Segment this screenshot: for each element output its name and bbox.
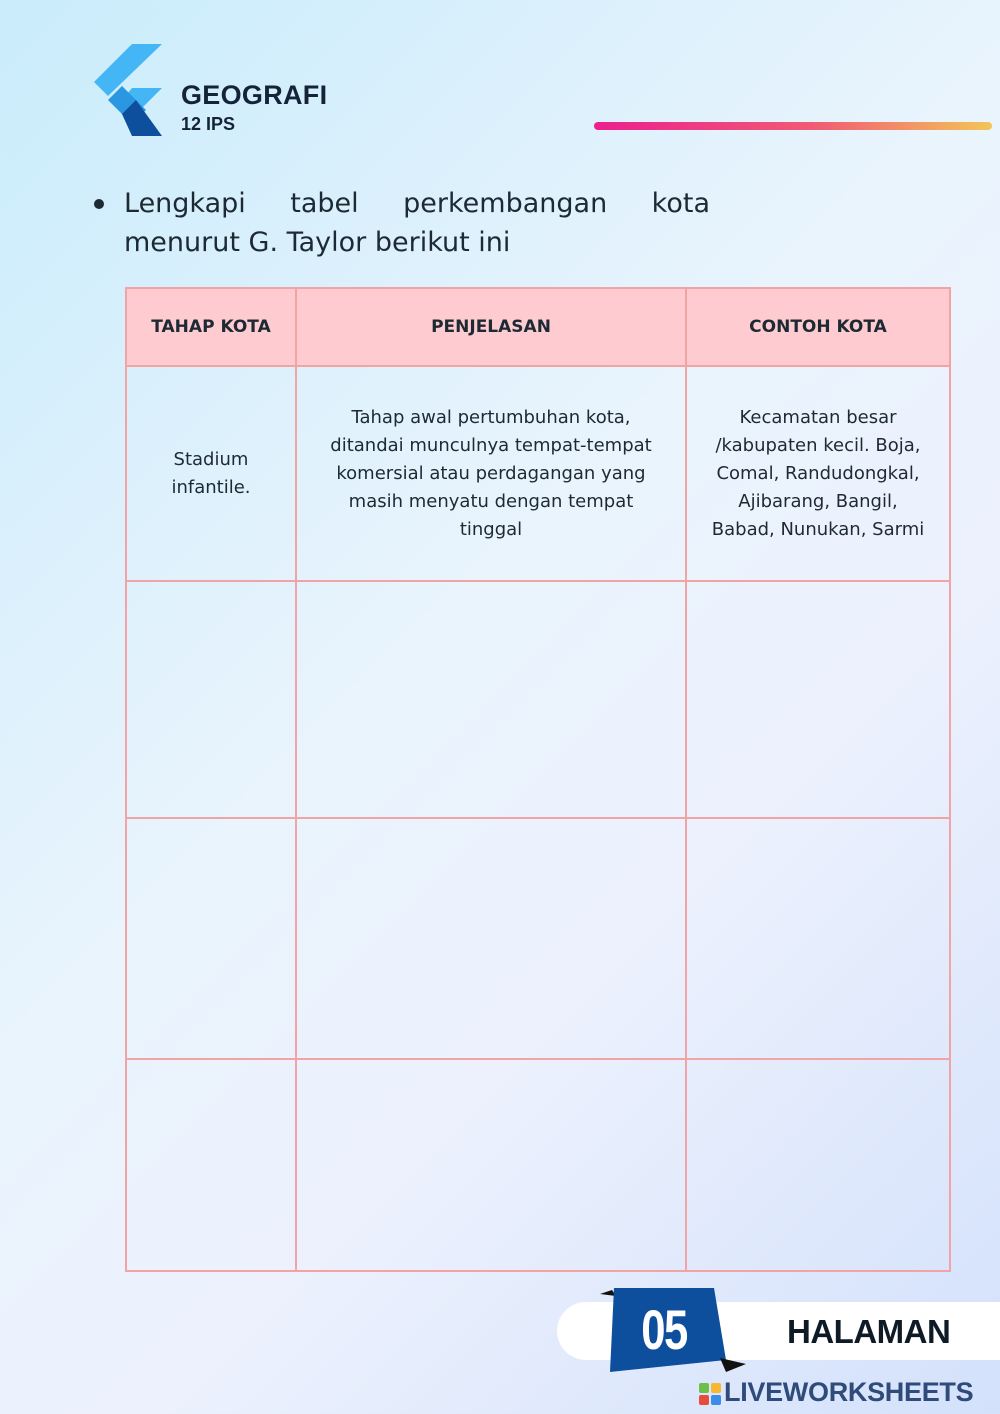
cell-penjelasan: Tahap awal pertumbuhan kota, ditandai munculnya tempat-tempat komersial atau perdagangan yang masih menyatu dengan tempat tinggal bbox=[296, 366, 686, 581]
table-row bbox=[126, 366, 950, 581]
answer-cell-contoh-kota[interactable] bbox=[686, 818, 950, 1059]
page-number: 05 bbox=[641, 1298, 687, 1361]
cell-tahap-kota: Stadium infantile. bbox=[126, 366, 296, 581]
bullet-icon bbox=[94, 199, 104, 209]
class-label: 12 IPS bbox=[181, 114, 236, 134]
city-development-table bbox=[125, 287, 951, 1272]
answer-cell-penjelasan[interactable] bbox=[296, 1059, 686, 1271]
header-penjelasan: PENJELASAN bbox=[296, 288, 686, 366]
table-header-row bbox=[126, 288, 950, 366]
header-contoh-kota: CONTOH KOTA bbox=[686, 288, 950, 366]
table-row bbox=[126, 581, 950, 818]
cell-contoh-kota: Kecamatan besar /kabupaten kecil. Boja, Comal, Randudongkal, Ajibarang, Bangil, Babad, Nunukan, Sarmi bbox=[686, 366, 950, 581]
answer-cell-tahap-kota[interactable] bbox=[126, 818, 296, 1059]
answer-cell-contoh-kota[interactable] bbox=[686, 1059, 950, 1271]
answer-cell-tahap-kota[interactable] bbox=[126, 581, 296, 818]
geografi-logo-icon bbox=[88, 44, 164, 140]
table-row bbox=[126, 1059, 950, 1271]
answer-cell-contoh-kota[interactable] bbox=[686, 581, 950, 818]
answer-cell-penjelasan[interactable] bbox=[296, 581, 686, 818]
answer-cell-tahap-kota[interactable] bbox=[126, 1059, 296, 1271]
instruction-text: Lengkapi tabel perkembangan kota menurut G. Taylor berikut ini bbox=[124, 188, 710, 258]
accent-gradient-line bbox=[594, 122, 992, 130]
answer-cell-penjelasan[interactable] bbox=[296, 818, 686, 1059]
header-tahap-kota: TAHAP KOTA bbox=[126, 288, 296, 366]
liveworksheets-watermark: LIVEWORKSHEETS bbox=[724, 1377, 974, 1407]
table-row bbox=[126, 818, 950, 1059]
subject-title: GEOGRAFI bbox=[181, 80, 328, 110]
liveworksheets-logo-icon bbox=[699, 1383, 721, 1405]
page-label: HALAMAN bbox=[787, 1313, 951, 1350]
